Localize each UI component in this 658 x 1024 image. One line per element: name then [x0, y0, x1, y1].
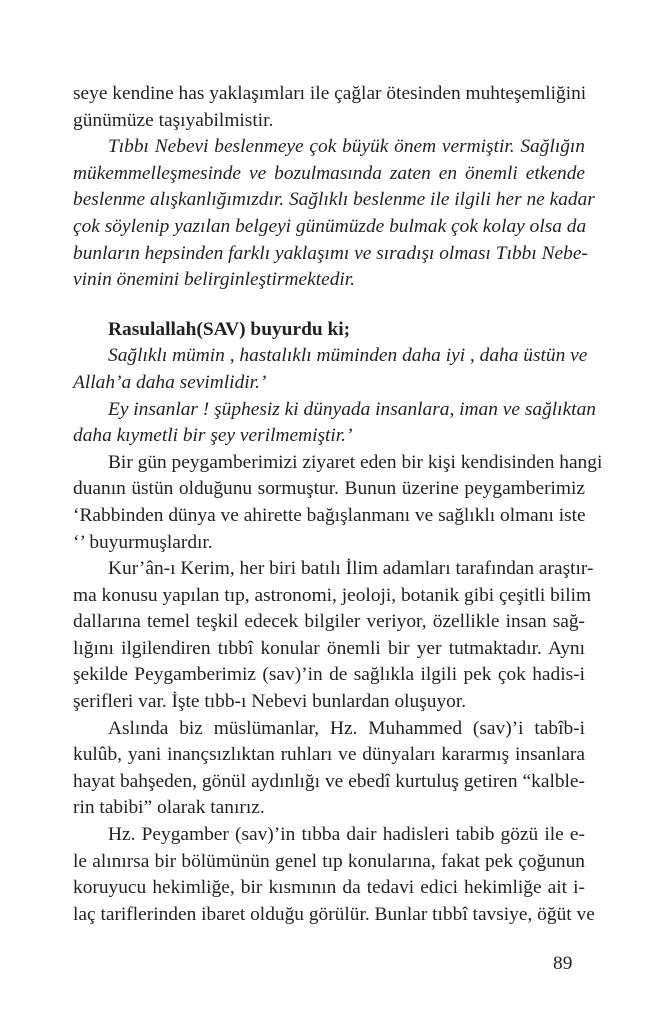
text-line: Ey insanlar ! şüphesiz ki dünyada insanlara, iman ve sağlıktan [108, 398, 596, 420]
paragraph-italic-nutrition [73, 134, 595, 294]
text-line: Sağlıklı mümin , hastalıklı müminden daha iyi , daha üstün ve [108, 345, 588, 367]
text-line: Allah’a daha sevimlidir.’ [73, 371, 267, 393]
text-line: dallarına temel teşkil edecek bilgiler veriyor, özellikle insan sağ- [73, 611, 585, 633]
text-line: bunların hepsinden farklı yaklaşımı ve sıradışı olması Tıbbı Nebe- [73, 242, 588, 264]
text-line: seye kendine has yaklaşımları ile çağlar ötesinden muhteşemliğini [73, 83, 587, 104]
text-line: vinin önemini belirginleştirmektedir. [73, 269, 356, 291]
text-line: duanın üstün olduğunu sormuştur. Bunun üzerine peygamberimiz [73, 478, 585, 500]
text-line: kulûb, yani inançsızlıktan ruhları ve dünyaları kararmış insanlara [73, 744, 585, 766]
text-line: Tıbbı Nebevi beslenmeye çok büyük önem vermiştir. Sağlığın [108, 136, 585, 158]
text-line: ‘Rabbinden dünya ve ahirette bağışlanmanı ve sağlıklı olmanı iste [73, 504, 586, 526]
section-heading: Rasulallah(SAV) buyurdu ki; [108, 318, 351, 340]
book-page-body [73, 81, 603, 928]
text-line: günümüze taşıyabilmistir. [73, 109, 274, 131]
hadith-quote [73, 343, 588, 396]
paragraph [73, 556, 594, 716]
page-number: 89 [553, 953, 573, 974]
text-line: şekilde Peygamberimiz (sav)’in de sağlıkla ilgili pek çok hadis-i [73, 664, 585, 686]
text-line: beslenme alışkanlığımızdır. Sağlıklı beslenme ile ilgili her ne kadar [73, 189, 595, 211]
paragraph [73, 822, 595, 928]
paragraph-continued [73, 81, 585, 134]
hadith-quote [73, 397, 596, 450]
text-line: Aslında biz müslümanlar, Hz. Muhammed (sav)’i tabîb-i [108, 717, 585, 739]
text-line: çok söylenip yazılan belgeyi günümüzde bulmak çok kolay olsa da [73, 215, 587, 237]
paragraph [73, 450, 603, 556]
text-line: Bir gün peygamberimizi ziyaret eden bir kişi kendisinden hangi [108, 451, 603, 473]
text-line: ‘’ buyurmuşlardır. [73, 531, 213, 553]
paragraph [73, 716, 585, 822]
text-line: laç tariflerinden ibaret olduğu görülür. Bunlar tıbbî tavsiye, öğüt ve [73, 903, 595, 925]
text-line: lığını ilgilendiren tıbbî konular önemli bir yer tutmaktadır. Aynı [73, 637, 585, 659]
text-line: le alınırsa bir bölümünün genel tıp konularına, fakat pek çoğunun [73, 850, 585, 872]
text-line: koruyucu hekimliğe, bir kısmının da tedavi edici hekimliğe ait i- [73, 877, 585, 899]
text-line: şerifleri var. İşte tıbb-ı Nebevi bunlardan oluşuyor. [73, 691, 467, 713]
text-line: Hz. Peygamber (sav)’in tıbba dair hadisleri tabib gözü ile e- [108, 824, 585, 846]
text-line: mükemmelleşmesinde ve bozulmasında zaten en önemli etkende [73, 162, 585, 184]
text-line: ma konusu yapılan tıp, astronomi, jeoloji, botanik gibi çeşitli bilim [73, 584, 592, 606]
text-line: hayat bahşeden, gönül aydınlığı ve ebedî kurtuluş getiren “kalble- [73, 770, 585, 792]
text-line: Kur’ân-ı Kerim, her biri batılı İlim adamları tarafından araştır- [108, 558, 594, 580]
text-line: daha kıymetli bir şey verilmemiştir.’ [73, 425, 353, 447]
text-line: rin tabibi” olarak tanırız. [73, 797, 265, 819]
